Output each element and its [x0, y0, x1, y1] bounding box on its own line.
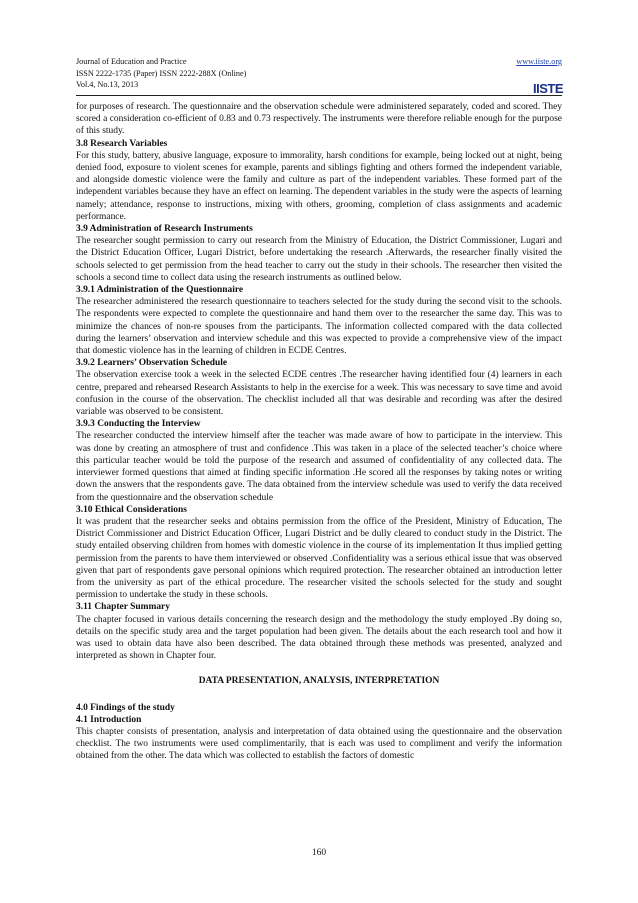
journal-url-link[interactable]: www.iiste.org: [516, 57, 562, 66]
body-paragraph: The researcher sought permission to carry out research from the Ministry of Education, the District Commissioner, Lugari and the District Education Officer, Lugari District, before undertaking the research .Afterwards, the researcher finally visited the schools selected to get permission from the head teacher to carry out the study in their schools. The researcher then visited the schools a second time to collect data using the research instruments as outlined below.: [76, 236, 562, 283]
issn-line: ISSN 2222-1735 (Paper) ISSN 2222-288X (Online): [76, 68, 247, 78]
journal-logo: [499, 74, 563, 104]
header-divider: [76, 95, 562, 96]
section-heading: 3.11 Chapter Summary: [76, 602, 170, 613]
body-paragraph: The chapter focused in various details concerning the research design and the methodology the study employed .By doing so, details on the specific study area and the target population had been given. The details about the each research tool and how it was used to obtain data have also been described. The data obtained through these methods was presented, analyzed and interpreted as shown in Chapter four.: [76, 614, 562, 662]
section-heading: 3.9.1 Administration of the Questionnaire: [76, 285, 244, 296]
body-paragraph: The researcher administered the research questionnaire to teachers selected for the study during the second visit to the schools. The respondents were expected to complete the questionnaire and hand them over to the researcher the same day. This was to minimize the chances of non-re spouses from the participants. The information collected compared with the data collected during the learners’ observation and interview schedule and this was expected to provide a comprehensive view of the impact that domestic violence has in the learning of children in ECDE Centres.: [76, 297, 562, 357]
section-heading: 4.0 Findings of the study: [76, 702, 175, 713]
section-heading: 3.8 Research Variables: [76, 138, 168, 149]
chapter-title: DATA PRESENTATION, ANALYSIS, INTERPRETATION: [198, 676, 440, 687]
body-paragraph: The observation exercise took a week in the selected ECDE centres .The researcher having identified four (4) learners in each centre, prepared and rehearsed Research Assistants to help in the exercise for a week. This was necessary to save time and avoid confusion in the course of the observation. The checklist included all that was desirable and recording was after the desired variable was observed to be consistent.: [76, 370, 562, 418]
logo-icon: [533, 76, 563, 102]
section-heading: 3.10 Ethical Considerations: [76, 504, 187, 515]
body-paragraph: It was prudent that the researcher seeks and obtains permission from the office of the President, Ministry of Education, The District Commissioner and District Education Officer, Lugari District and be dully cleared to conduct study in the District. The study entailed observing children from homes with domestic violence in the course of its implementation It thus implied getting permission from the parents to have them interviewed or observed .Confidentiality was a serious ethical issue that was observed given that part of respondents gave personal opinions which required protection. The researcher obtained an introduction letter from the university as part of the ethical procedure. The researcher visited the schools selected for the study and sought permission to undertake the study in these schools.: [76, 516, 562, 601]
body-paragraph: This chapter consists of presentation, analysis and interpretation of data obtained using the questionnaire and the observation checklist. The two instruments were used complimentarily, that is each was used to compliment and verify the information obtained from the other. The data which was collected to establish the factors of domestic: [76, 726, 562, 762]
logo-mark: IISTE: [533, 81, 564, 96]
page-number: 160: [311, 848, 327, 858]
body-paragraph: For this study, battery, abusive language, exposure to immorality, harsh conditions for example, being locked out at night, being denied food, exposure to violent scenes for example, parents and siblings fighting and others formed the independent variable, and alongside domestic violence were the family and culture as part of the independent variables. These formed part of the independent variables because they have an effect on learning. The dependent variables in the study were the aspects of learning namely; attendance, response to instructions, mixing with others, grooming, completion of class assignments and academic performance.: [76, 150, 562, 222]
body-paragraph: The researcher conducted the interview himself after the teacher was made aware of how to participate in the interview. This was done by creating an atmosphere of trust and confidence .This was taken in a place of the selected teacher’s choice where this particular teacher would be told the purpose of the research and assumed of confidentiality of any collected data. The interviewer formed questions that aimed at finding specific information .He scored all the responses by taking notes or writing down the answers that the respondents gave. The data obtained from the interview schedule was used to verify the data received from the questionnaire and the observation schedule: [76, 431, 562, 503]
article-body: [76, 101, 562, 763]
body-paragraph: for purposes of research. The questionnaire and the observation schedule were administered separately, coded and scored. They scored a consideration co-efficient of 0.83 and 0.73 respectively. The instruments were therefore reliable enough for the purpose of this study.: [76, 102, 562, 137]
volume-line: Vol.4, No.13, 2013: [76, 80, 139, 89]
journal-name: Journal of Education and Practice: [76, 57, 187, 66]
section-heading: 3.9.3 Conducting the Interview: [76, 419, 201, 430]
page-header: [76, 56, 564, 96]
section-heading: 3.9 Administration of Research Instruments: [76, 224, 253, 235]
section-heading: 4.1 Introduction: [76, 714, 142, 725]
section-heading: 3.9.2 Learners’ Observation Schedule: [76, 358, 228, 369]
